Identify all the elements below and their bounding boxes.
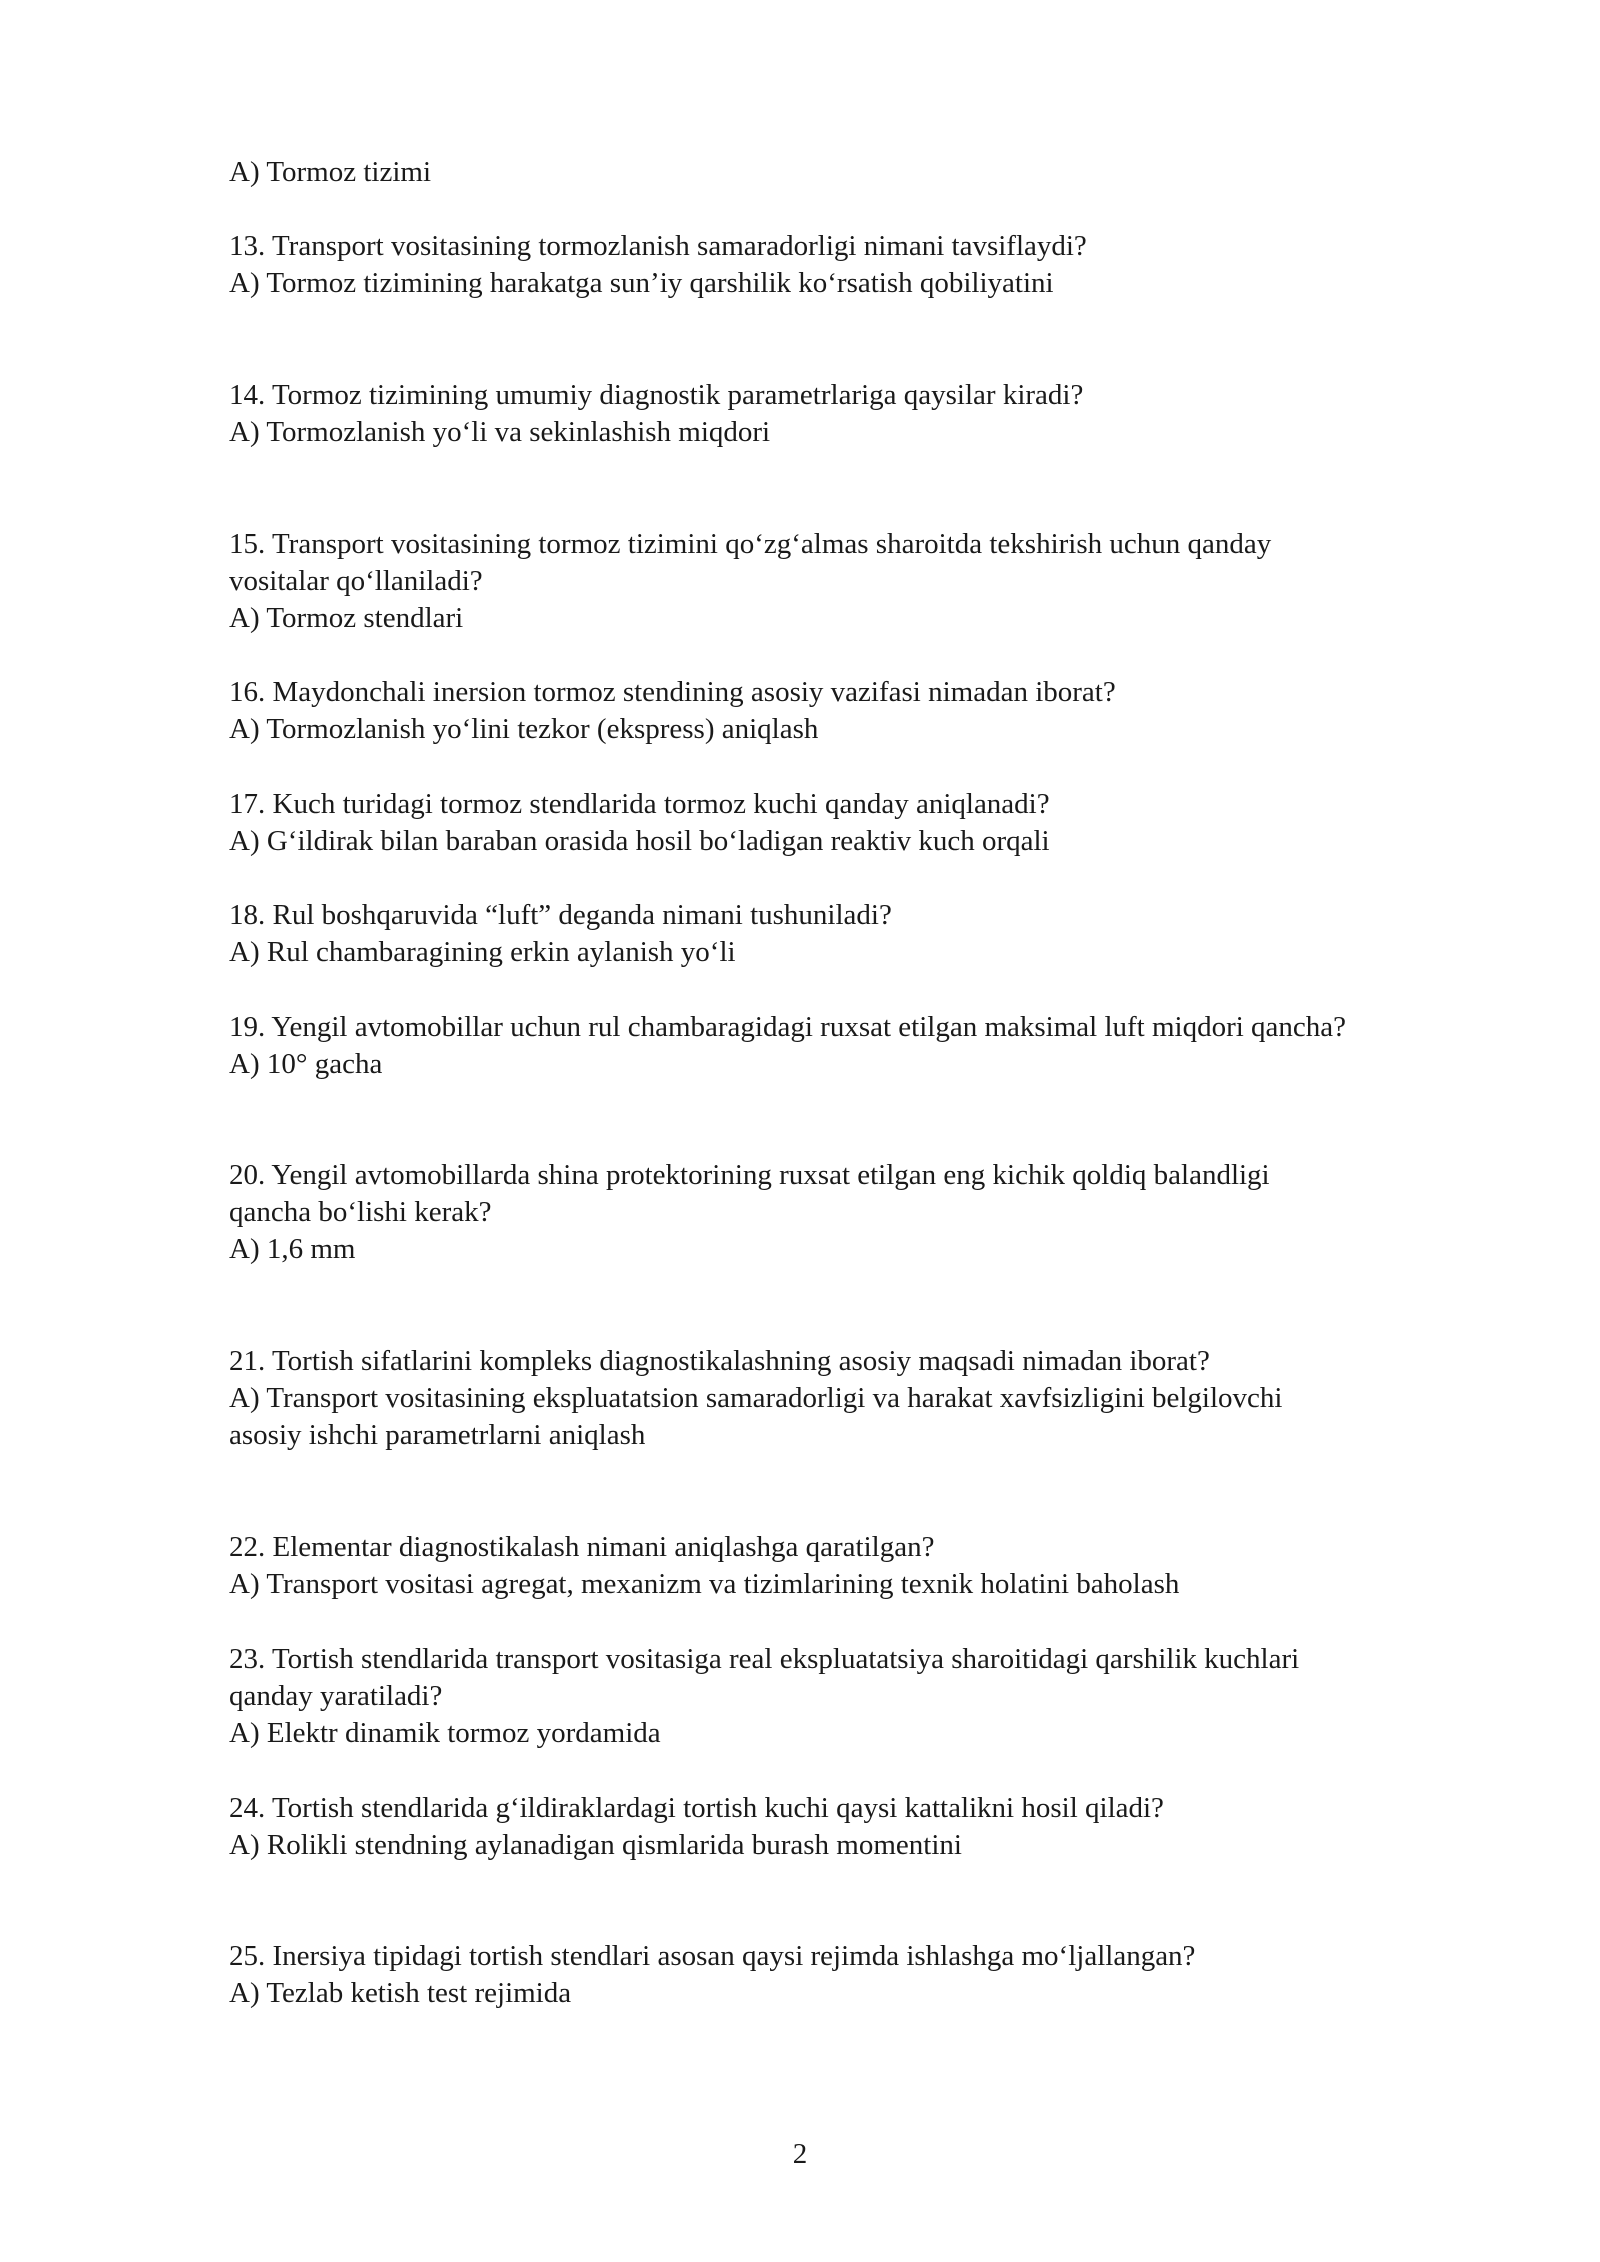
answer-22: A) Transport vositasi agregat, mexanizm va tizimlarining texnik holatini baholash xyxy=(229,1568,1180,1600)
answer-24: A) Rolikli stendning aylanadigan qismlarida burash momentini xyxy=(229,1829,962,1861)
answer-16: A) Tormozlanish yo‘lini tezkor (ekspress) aniqlash xyxy=(229,713,819,745)
answer-15: A) Tormoz stendlari xyxy=(229,602,464,634)
question-16: 16. Maydonchali inersion tormoz stendining asosiy vazifasi nimadan iborat? xyxy=(229,676,1116,708)
question-18: 18. Rul boshqaruvida “luft” deganda nimani tushuniladi? xyxy=(229,899,892,931)
question-15-line-2: vositalar qo‘llaniladi? xyxy=(229,565,483,597)
question-24: 24. Tortish stendlarida g‘ildiraklardagi tortish kuchi qaysi kattalikni hosil qiladi? xyxy=(229,1792,1164,1824)
answer-18: A) Rul chambaragining erkin aylanish yo‘li xyxy=(229,936,736,968)
question-23-line-2: qanday yaratiladi? xyxy=(229,1680,443,1712)
question-15-line-1: 15. Transport vositasining tormoz tizimini qo‘zg‘almas sharoitda tekshirish uchun qanday xyxy=(229,528,1272,560)
answer-20: A) 1,6 mm xyxy=(229,1233,356,1265)
question-20-line-2: qancha bo‘lishi kerak? xyxy=(229,1196,492,1228)
question-20-line-1: 20. Yengil avtomobillarda shina protektorining ruxsat etilgan eng kichik qoldiq balandligi xyxy=(229,1159,1270,1191)
answer-14: A) Tormozlanish yo‘li va sekinlashish miqdori xyxy=(229,416,771,448)
question-23-line-1: 23. Tortish stendlarida transport vositasiga real ekspluatatsiya sharoitidagi qarshilik kuchlari xyxy=(229,1643,1300,1675)
answer-17: A) G‘ildirak bilan baraban orasida hosil bo‘ladigan reaktiv kuch orqali xyxy=(229,825,1050,857)
answer-text: A) Tormoz tizimi xyxy=(229,156,432,188)
question-17: 17. Kuch turidagi tormoz stendlarida tormoz kuchi qanday aniqlanadi? xyxy=(229,788,1050,820)
answer-21-line-2: asosiy ishchi parametrlarni aniqlash xyxy=(229,1419,646,1451)
answer-13: A) Tormoz tizimining harakatga sun’iy qarshilik ko‘rsatish qobiliyatini xyxy=(229,267,1054,299)
question-19: 19. Yengil avtomobillar uchun rul chambaragidagi ruxsat etilgan maksimal luft miqdori qancha? xyxy=(229,1011,1347,1043)
question-13: 13. Transport vositasining tormozlanish samaradorligi nimani tavsiflaydi? xyxy=(229,230,1087,262)
answer-21-line-1: A) Transport vositasining ekspluatatsion samaradorligi va harakat xavfsizligini belgilovchi xyxy=(229,1382,1283,1414)
answer-19: A) 10° gacha xyxy=(229,1048,383,1080)
question-22: 22. Elementar diagnostikalash nimani aniqlashga qaratilgan? xyxy=(229,1531,935,1563)
answer-23: A) Elektr dinamik tormoz yordamida xyxy=(229,1717,661,1749)
answer-25: A) Tezlab ketish test rejimida xyxy=(229,1977,572,2009)
question-25: 25. Inersiya tipidagi tortish stendlari asosan qaysi rejimda ishlashga mo‘ljallangan? xyxy=(229,1940,1196,1972)
question-14: 14. Tormoz tizimining umumiy diagnostik parametrlariga qaysilar kiradi? xyxy=(229,379,1084,411)
question-21: 21. Tortish sifatlarini kompleks diagnostikalashning asosiy maqsadi nimadan iborat? xyxy=(229,1345,1210,1377)
page-number: 2 xyxy=(792,2138,808,2170)
